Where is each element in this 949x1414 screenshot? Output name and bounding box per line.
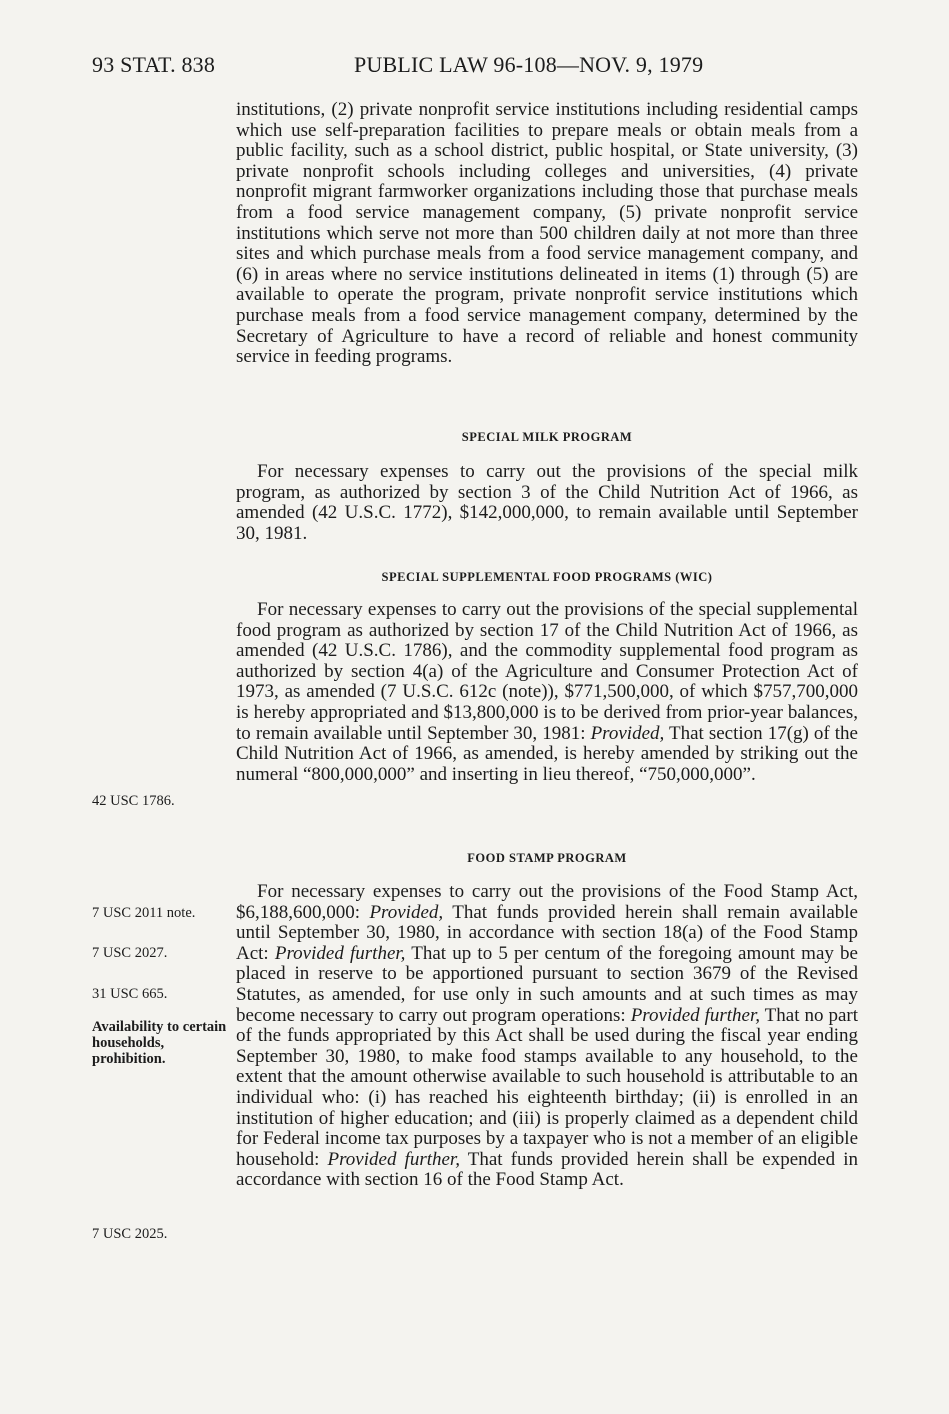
milk-program-text: For necessary expenses to carry out the provisions of the special milk program, as authorized by section 3 of the Child Nutrition Act of 1966, as amended (42 U.S.C. 1772), $142,000,000, to remain available until September 30, 1981.	[236, 461, 858, 544]
food-stamp-t4: That no part of the funds appropriated by this Act shall be used during the fiscal year ending September 30, 1980, to make food stamps available to any household, to the extent that the amount otherwise available to such household is attributable to an individual who: (i) has reached his eighteenth birthday; (ii) is enrolled in an institution of higher education; and (iii) is properly claimed as a dependent child for Federal income tax purposes by a taxpayer who is not a member of an eligible household:	[236, 1004, 859, 1170]
margin-note-7-usc-2027: 7 USC 2027.	[92, 945, 168, 961]
margin-note-31-usc-665: 31 USC 665.	[92, 986, 168, 1002]
statute-citation: 93 STAT. 838	[92, 52, 216, 77]
food-stamp-section	[236, 882, 858, 1191]
milk-program-section	[236, 462, 858, 544]
food-stamp-provided-3: Provided further,	[630, 1004, 761, 1026]
margin-note-7-usc-2011: 7 USC 2011 note.	[92, 905, 196, 921]
milk-program-heading: SPECIAL MILK PROGRAM	[461, 430, 633, 444]
food-stamp-provided-2: Provided further,	[274, 942, 406, 964]
food-stamp-t2: That funds provided herein shall remain available until September 30, 1980, in accordance with section 18(a) of the Food Stamp Act:	[236, 901, 858, 964]
food-stamp-t3: That up to 5 per centum of the foregoing amount may be placed in reserve to be apportioned pursuant to section 3679 of the Revised Statutes, as amended, for use only in such amounts and at such times as may become necessary to carry out program operations:	[236, 942, 858, 1026]
food-stamp-provided-1: Provided,	[369, 901, 444, 923]
continuation-paragraph	[236, 100, 858, 368]
wic-section	[236, 600, 858, 785]
margin-note-42-usc-1786: 42 USC 1786.	[92, 793, 175, 809]
food-stamp-text	[236, 882, 858, 1191]
food-stamp-t1: For necessary expenses to carry out the provisions of the Food Stamp Act, $6,188,600,000:	[236, 881, 858, 923]
margin-note-7-usc-2025: 7 USC 2025.	[92, 1226, 168, 1242]
wic-text-b: That section 17(g) of the Child Nutrition Act of 1966, as amended, is hereby amended by striking out the numeral “800,000,000” and inserting in lieu thereof, “750,000,000”.	[236, 722, 858, 785]
food-stamp-heading: FOOD STAMP PROGRAM	[467, 851, 627, 865]
wic-heading: SPECIAL SUPPLEMENTAL FOOD PROGRAMS (WIC)	[381, 570, 713, 584]
margin-note-availability: Availability to certain households, prohibition.	[92, 1019, 227, 1067]
page-title: PUBLIC LAW 96-108—NOV. 9, 1979	[354, 52, 704, 77]
continuation-text: institutions, (2) private nonprofit service institutions including residential camps which use self-preparation facilities to prepare meals or obtain meals from a public facility, such as a school district, public hospital, or State university, (3) private nonprofit schools including colleges and universities, (4) private nonprofit migrant farmworker organizations including those that purchase meals from a food service management company, (5) private nonprofit service institutions which serve not more than 500 children daily at not more than three sites and which purchase meals from a food service management company, and (6) in areas where no service institutions delineated in items (1) through (5) are available to operate the program, private nonprofit service institutions which purchase meals from a food service management company, determined by the Secretary of Agriculture to have a record of reliable and honest community service in feeding programs.	[236, 99, 858, 368]
food-stamp-provided-4: Provided further,	[327, 1148, 460, 1170]
food-stamp-t5: That funds provided herein shall be expended in accordance with section 16 of the Food Stamp Act.	[236, 1148, 858, 1191]
wic-provided: Provided,	[590, 722, 665, 744]
wic-text	[236, 600, 858, 785]
wic-text-a: For necessary expenses to carry out the provisions of the special supplemental food program as authorized by section 17 of the Child Nutrition Act of 1966, as amended (42 U.S.C. 1786), and the commodity supplemental food program as authorized by section 4(a) of the Agriculture and Consumer Protection Act of 1973, as amended (7 U.S.C. 612c (note)), $771,500,000, of which $757,700,000 is hereby appropriated and $13,800,000 is to be derived from prior-year balances, to remain available until September 30, 1981:	[236, 599, 858, 744]
